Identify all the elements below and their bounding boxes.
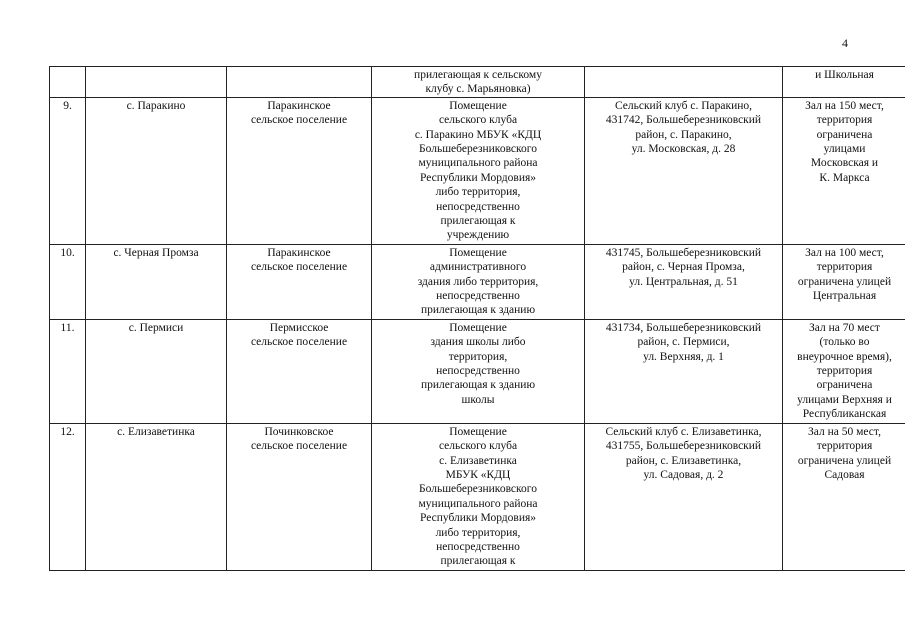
row-number-cell <box>50 244 86 319</box>
place-name-cell <box>86 67 227 98</box>
address: 431734, Большеберезниковский район, с. Пермиси, ул. Верхняя, д. 1 <box>605 321 762 363</box>
capacity-and-territory: и Школьная <box>815 69 874 81</box>
premises-description-cell <box>372 244 585 319</box>
premises-description: Помещение административного здания либо территория, непосредственно прилегающая к зданию <box>417 246 539 317</box>
settlement-name: Паракинское сельское поселение <box>250 99 348 127</box>
polling-locations-table <box>49 66 905 571</box>
premises-description-cell <box>372 319 585 423</box>
place-name-cell <box>86 97 227 244</box>
row-number: 10. <box>60 246 75 259</box>
address-cell <box>585 319 783 423</box>
premises-description-cell <box>372 97 585 244</box>
settlement-name-cell <box>227 97 372 244</box>
table-row <box>50 97 905 244</box>
capacity-and-territory-cell <box>783 244 905 319</box>
premises-description: Помещение сельского клуба с. Елизаветинка МБУК «КДЦ Большеберезниковского муниципального района Республики Мордовия» либо территория, непосредственно прилегающая к <box>418 425 538 568</box>
place-name: с. Елизаветинка <box>117 425 195 438</box>
address: 431745, Большеберезниковский район, с. Черная Промза, ул. Центральная, д. 51 <box>605 246 762 288</box>
address: Сельский клуб с. Елизаветинка, 431755, Большеберезниковский район, с. Елизаветинка, ул. Садовая, д. 2 <box>605 425 762 482</box>
address-cell <box>585 423 783 570</box>
capacity-and-territory: Зал на 70 мест (только во внеурочное время), территория ограничена улицами Верхняя и Республиканская <box>797 321 892 421</box>
table-row <box>50 423 905 570</box>
capacity-and-territory: Зал на 150 мест, территория ограничена улицами Московская и К. Маркса <box>805 99 884 184</box>
premises-description-cell <box>372 423 585 570</box>
premises-description: прилегающая к сельскому клубу с. Марьяновка) <box>414 69 542 96</box>
address-cell <box>585 67 783 98</box>
settlement-name-cell <box>227 67 372 98</box>
settlement-name-cell <box>227 244 372 319</box>
address: Сельский клуб с. Паракино, 431742, Большеберезниковский район, с. Паракино, ул. Московская, д. 28 <box>605 99 762 156</box>
premises-description: Помещение здания школы либо территория, непосредственно прилегающая к зданию школы <box>420 321 536 406</box>
settlement-name: Пермисское сельское поселение <box>250 321 348 349</box>
settlement-name: Починковское сельское поселение <box>250 425 348 453</box>
capacity-and-territory-cell <box>783 319 905 423</box>
capacity-and-territory-cell <box>783 423 905 570</box>
row-number-cell <box>50 97 86 244</box>
place-name: с. Паракино <box>126 99 186 112</box>
capacity-and-territory: Зал на 50 мест, территория ограничена улицей Садовая <box>797 425 892 482</box>
row-number: 12. <box>60 425 75 438</box>
place-name-cell <box>86 319 227 423</box>
place-name: с. Пермиси <box>128 321 184 334</box>
premises-description: Помещение сельского клуба с. Паракино МБУК «КДЦ Большеберезниковского муниципального района Республики Мордовия» либо территория, непосредственно прилегающая к учреждению <box>414 99 542 242</box>
settlement-name-cell <box>227 423 372 570</box>
address-cell <box>585 244 783 319</box>
place-name: с. Черная Промза <box>113 246 199 259</box>
place-name-cell <box>86 423 227 570</box>
settlement-name-cell <box>227 319 372 423</box>
capacity-and-territory-cell <box>783 97 905 244</box>
table-row <box>50 319 905 423</box>
capacity-and-territory: Зал на 100 мест, территория ограничена улицей Центральная <box>797 246 892 303</box>
row-number-cell <box>50 67 86 98</box>
place-name-cell <box>86 244 227 319</box>
row-number-cell <box>50 423 86 570</box>
page-number: 4 <box>842 36 848 50</box>
settlement-name: Паракинское сельское поселение <box>250 246 348 274</box>
premises-description-cell <box>372 67 585 98</box>
table-row <box>50 67 905 98</box>
row-number: 11. <box>60 321 75 334</box>
address-cell <box>585 97 783 244</box>
row-number-cell <box>50 319 86 423</box>
row-number: 9. <box>63 99 72 112</box>
capacity-and-territory-cell <box>783 67 905 98</box>
table-row <box>50 244 905 319</box>
